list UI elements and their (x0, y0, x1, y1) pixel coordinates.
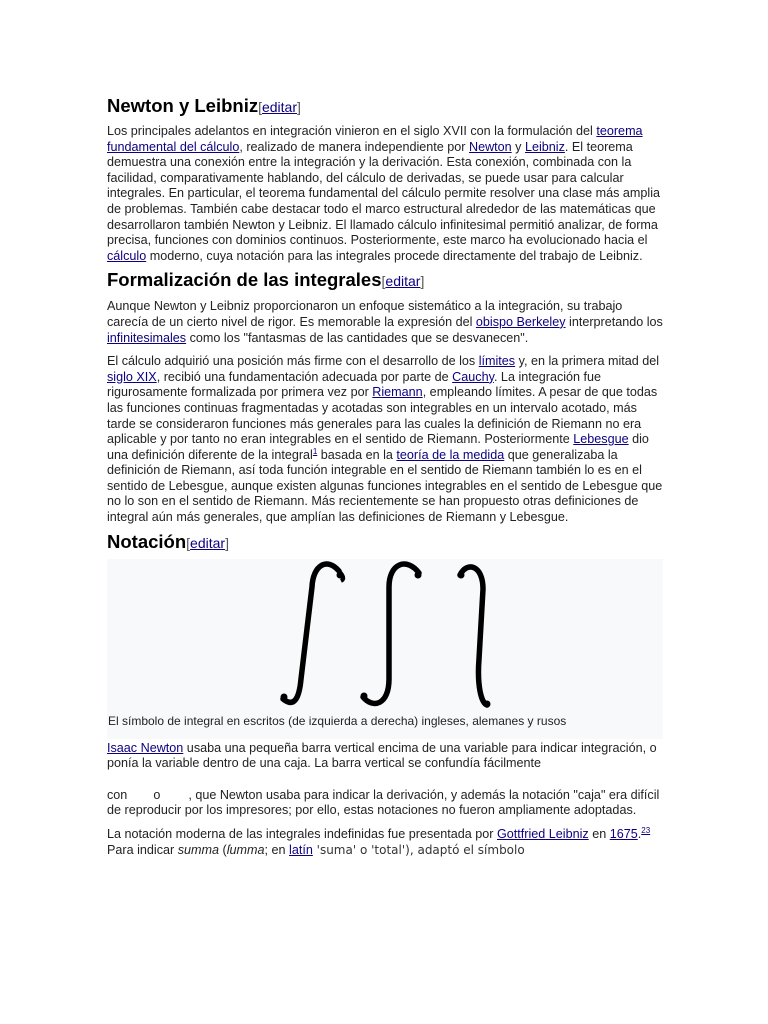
paragraph: Aunque Newton y Leibniz proporcionaron un enfoque sistemático a la integración, su trabajo carecía de un cierto nivel de rigor. Es memorable la expresión del obispo Berkeley interpretando los infinitesimales como los "fantasmas de las cantidades que se desvanecen". (107, 299, 663, 345)
link-lebesgue[interactable]: Lebesgue (573, 432, 629, 447)
paragraph: El cálculo adquirió una posición más firme con el desarrollo de los límites y, en la primera mitad del siglo XIX, recibió una fundamentación adecuada por parte de Cauchy. La integración fue rigurosamente formalizada por primera vez por Riemann, empleando límites. A pesar de que todas las funciones continuas fragmentadas y acotadas son integrables en un intervalo acotado, más tarde se consideraron funciones más generales para las cuales la definición de Riemann no era aplicable y por tanto no eran integrables en el sentido de Riemann. Posteriormente Lebesgue dio una definición diferente de la integral$^1$ basada en la teoría de la medida que generalizaba la definición de Riemann, así toda función integrable en el sentido de Riemann también lo es en el sentido de Lebesgue, aunque existen algunas funciones integrables en el sentido de Lebesgue que no lo son en el sentido de Riemann. Más recientemente se han propuesto otras definiciones de integral aún más generales, que amplían las definiciones de Riemann y Lebesgue. (107, 354, 663, 525)
link-infinitesimales[interactable]: infinitesimales (107, 330, 187, 345)
edit-section-link-wrapper: [editar] (186, 534, 229, 551)
section-heading-notacion (107, 528, 667, 557)
link-calculo[interactable]: cálculo (107, 248, 147, 263)
section-heading-formalizacion (107, 266, 667, 295)
link-gottfried-leibniz[interactable]: Gottfried Leibniz (496, 827, 589, 842)
edit-section-link[interactable]: editar (190, 534, 226, 551)
link-riemann[interactable]: Riemann (372, 385, 423, 400)
heading-text: Notación (107, 530, 187, 552)
link-limites[interactable]: límites (478, 354, 516, 369)
heading-text: Newton y Leibniz (107, 95, 259, 116)
integral-symbol-german (363, 564, 419, 703)
link-teoria-de-la-medida[interactable]: teoría de la medida (396, 447, 505, 462)
edit-section-link-wrapper: [editar] (258, 99, 301, 115)
paragraph: con o , que Newton usaba para indicar la derivación, y además la notación "caja" era difícil de reproducir por los impresores; por ello, estas notaciones no fueron ampliamente adoptadas. (107, 787, 660, 818)
link-1675[interactable]: 1675 (609, 827, 638, 842)
edit-section-link[interactable]: editar (385, 273, 421, 290)
heading-text: Formalización de las integrales (107, 269, 382, 291)
figure-caption: El símbolo de integral en escritos (de izquierda a derecha) ingleses, alemanes y rusos (108, 713, 567, 728)
link-latin[interactable]: latín (289, 842, 313, 857)
integral-symbol-russian (460, 567, 487, 705)
paragraph: Los principales adelantos en integración vinieron en el siglo XVII con la formulación del teorema fundamental del cálculo, realizado de manera independiente por Newton y Leibniz. El teorema demuestra una conexión entre la integración y la derivación. Esta conexión, combinada con la facilidad, comparativamente hablando, del cálculo de derivadas, se puede usar para calcular integrales. En particular, el teorema fundamental del cálculo permite resolver una clase más amplia de problemas. También cabe destacar todo el marco estructural alrededor de las matemáticas que desarrollaron también Newton y Leibniz. El llamado cálculo infinitesimal permitió analizar, de forma precisa, funciones con dominios continuos. Posteriormente, este marco ha evolucionado hacia el cálculo moderno, cuya notación para las integrales procede directamente del trabajo de Leibniz. (107, 124, 661, 263)
integral-symbols-image (107, 559, 663, 739)
paragraph: La notación moderna de las integrales indefinidas fue presentada por Gottfried Leibniz en 1675.23 Para indicar summa (ſumma; en latín 'suma' o 'total'), adaptó el símbolo (107, 825, 651, 857)
link-leibniz[interactable]: Leibniz (524, 139, 565, 154)
footnote-link[interactable]: 1 (312, 446, 318, 456)
footnote-link[interactable]: 23 (641, 825, 651, 835)
link-obispo-berkeley[interactable]: obispo Berkeley (475, 314, 566, 329)
integral-symbols-figure (107, 559, 663, 739)
link-cauchy[interactable]: Cauchy (452, 369, 494, 384)
link-siglo-xix[interactable]: siglo XIX (107, 369, 157, 384)
link-teorema-fundamental[interactable]: teorema fundamental del cálculo (107, 124, 643, 154)
paragraph: Isaac Newton usaba una pequeña barra vertical encima de una variable para indicar integración, o ponía la variable dentro de una caja. La barra vertical se confundía fácilmente (107, 740, 657, 771)
link-newton[interactable]: Newton (468, 139, 512, 154)
article-content (107, 92, 667, 858)
link-isaac-newton[interactable]: Isaac Newton (107, 740, 184, 755)
edit-section-link-wrapper: [editar] (381, 273, 425, 290)
edit-section-link[interactable]: editar (261, 99, 298, 115)
section-heading-newton-leibniz (107, 92, 667, 121)
integral-symbol-english (283, 564, 339, 702)
